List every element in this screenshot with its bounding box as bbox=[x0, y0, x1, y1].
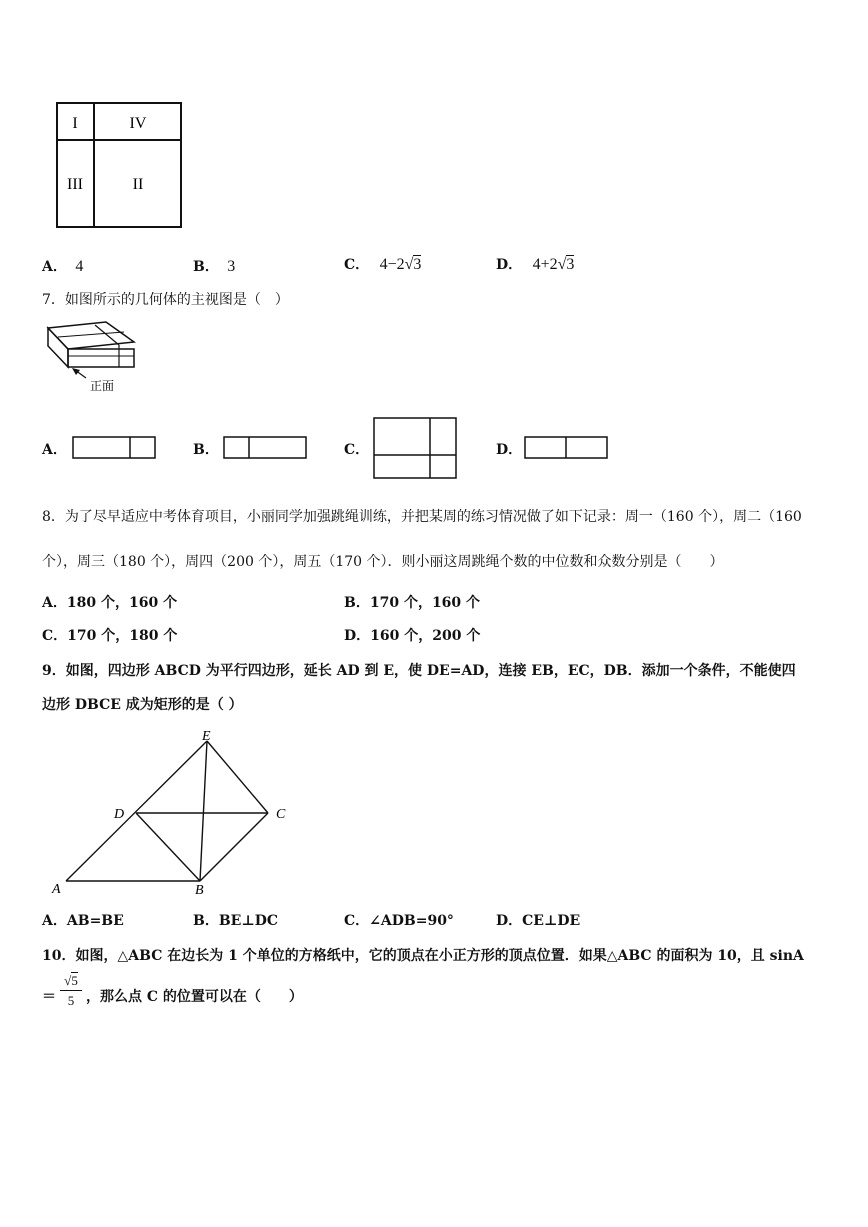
q9-option-c[interactable] bbox=[344, 910, 454, 930]
fraction-numerator bbox=[60, 972, 82, 991]
q7-option-c-figure bbox=[373, 417, 459, 481]
q9-question-line2: 边形 DBCE 成为矩形的是（ ） bbox=[42, 697, 243, 713]
q7-option-b[interactable]: B． bbox=[193, 442, 219, 458]
option-letter: A． bbox=[42, 913, 67, 929]
point-label-a: A bbox=[52, 882, 61, 897]
sqrt-sign-icon: √ bbox=[557, 256, 567, 273]
q8-option-d[interactable] bbox=[344, 625, 480, 645]
q7-option-a[interactable]: A． bbox=[42, 442, 67, 458]
point-label-e: E bbox=[202, 729, 211, 744]
option-letter: C． bbox=[42, 628, 68, 644]
option-text: ∠ADB=90° bbox=[369, 913, 454, 929]
q9-question-line1: 9．如图，四边形 ABCD 为平行四边形，延长 AD 到 E，使 DE=AD，连接 EB，EC，DB．添加一个条件，不能使四 bbox=[42, 663, 796, 679]
q10-question-rest: ，那么点 C 的位置可以在（ ） bbox=[86, 989, 303, 1005]
radicand: 3 bbox=[566, 256, 575, 273]
option-text: 170 个，160 个 bbox=[369, 595, 481, 611]
option-text: 160 个，200 个 bbox=[370, 628, 481, 644]
option-letter: D． bbox=[344, 628, 371, 644]
quadrant-label-3: III bbox=[67, 176, 83, 193]
q9-option-a[interactable] bbox=[42, 910, 124, 930]
q7-option-b-figure bbox=[223, 436, 309, 460]
option-letter: D． bbox=[496, 257, 523, 273]
point-label-c: C bbox=[276, 807, 286, 822]
q8-question-line2: 个），周三（180 个），周四（200 个），周五（170 个）．则小丽这周跳绳个数的中位数和众数分别是（ ） bbox=[42, 554, 724, 570]
point-label-d: D bbox=[114, 807, 125, 822]
option-text: AB=BE bbox=[66, 913, 124, 929]
fraction-denominator: 5 bbox=[67, 993, 75, 1008]
option-letter: B． bbox=[193, 259, 219, 275]
q9-option-d[interactable] bbox=[496, 910, 580, 930]
equals-sign: ＝ bbox=[42, 989, 56, 1005]
numerator-radicand: 5 bbox=[71, 973, 78, 988]
q6-option-a[interactable] bbox=[42, 256, 83, 276]
q8-option-c[interactable] bbox=[42, 625, 177, 645]
option-text: CE⊥DE bbox=[522, 913, 581, 929]
q7-option-d-figure bbox=[524, 436, 610, 460]
q8-question-line1: 8．为了尽早适应中考体育项目，小丽同学加强跳绳训练，并把某周的练习情况做了如下记录：周一（160 个），周二（160 bbox=[42, 509, 802, 525]
option-value: 3 bbox=[227, 258, 236, 275]
option-text: 170 个，180 个 bbox=[67, 628, 178, 644]
option-letter: D． bbox=[496, 913, 523, 929]
q6-quadrant-figure bbox=[50, 98, 190, 232]
front-label: 正面 bbox=[90, 379, 115, 393]
option-letter: B． bbox=[344, 595, 370, 611]
sqrt-sign-icon: √ bbox=[64, 973, 72, 988]
radicand: 3 bbox=[413, 256, 422, 273]
quadrant-label-4: IV bbox=[129, 115, 147, 132]
point-label-b: B bbox=[195, 883, 204, 898]
q7-option-d[interactable]: D． bbox=[496, 442, 523, 458]
option-value: 4 bbox=[75, 258, 84, 275]
quadrant-label-1: I bbox=[72, 115, 78, 132]
q7-solid-figure bbox=[44, 318, 144, 396]
q7-option-c[interactable]: C． bbox=[344, 442, 370, 458]
option-letter: C． bbox=[344, 257, 370, 273]
q6-option-b[interactable] bbox=[193, 256, 235, 276]
q8-option-a[interactable] bbox=[42, 592, 177, 612]
q9-geometry-figure bbox=[44, 726, 304, 898]
option-letter: A． bbox=[42, 595, 67, 611]
option-text: BE⊥DC bbox=[218, 913, 279, 929]
quadrant-label-2: II bbox=[132, 176, 144, 193]
option-text: 180 个，160 个 bbox=[66, 595, 178, 611]
option-letter: B． bbox=[193, 913, 219, 929]
option-letter: A． bbox=[42, 259, 67, 275]
q7-question-text: 7．如图所示的几何体的主视图是（ ） bbox=[42, 292, 289, 308]
option-letter: C． bbox=[344, 913, 370, 929]
q8-option-b[interactable] bbox=[344, 592, 480, 612]
q7-option-a-figure bbox=[72, 436, 158, 460]
fraction bbox=[60, 972, 82, 1011]
q9-option-b[interactable] bbox=[193, 910, 278, 930]
option-value-prefix: 4−2 bbox=[379, 256, 405, 273]
q6-option-d[interactable] bbox=[496, 254, 574, 274]
q10-question-line1: 10．如图，△ABC 在边长为 1 个单位的方格纸中，它的顶点在小正方形的顶点位置．如果△ABC 的面积为 10，且 sinA bbox=[42, 948, 804, 964]
q6-option-c[interactable] bbox=[344, 254, 421, 274]
sqrt-sign-icon: √ bbox=[404, 256, 414, 273]
option-value-prefix: 4+2 bbox=[532, 256, 558, 273]
